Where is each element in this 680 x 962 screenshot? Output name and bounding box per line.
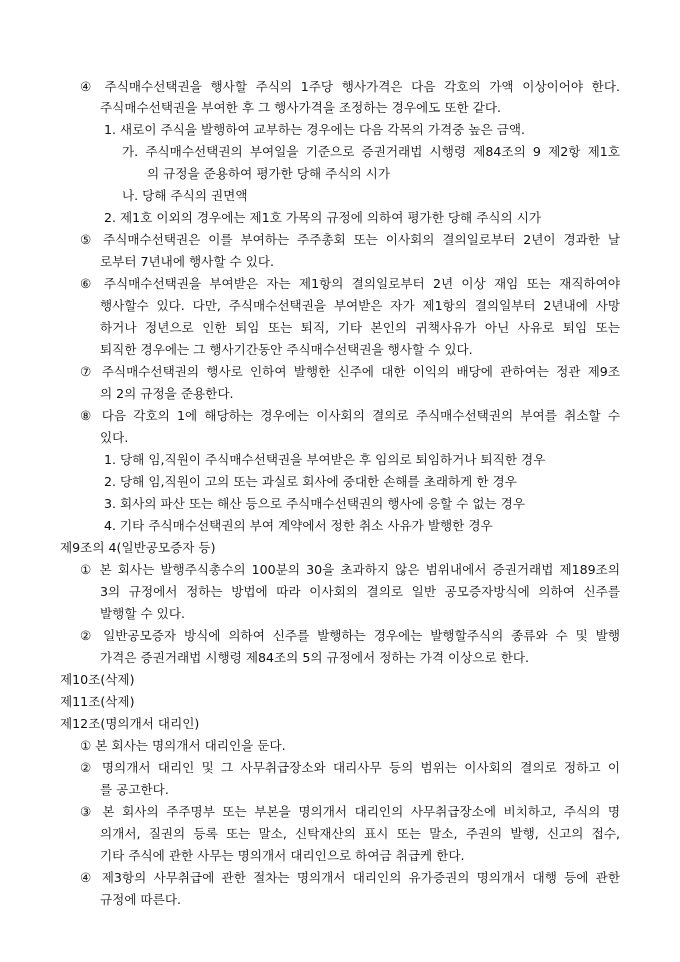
text-line: ③ 본 회사의 주주명부 또는 부본을 명의개서 대리인의 사무취급장소에 비치하고, 주식의 명 bbox=[80, 804, 620, 819]
text-line: 2. 당해 임,직원이 고의 또는 과실로 회사에 중대한 손해를 초래하게 한 경우 bbox=[104, 474, 517, 489]
text-line: 나. 당해 주식의 권면액 bbox=[122, 188, 248, 203]
section-heading: 제10조(삭제) bbox=[60, 672, 135, 687]
text-line: 2. 제1호 이외의 경우에는 제1호 가목의 규정에 의하여 평가한 당해 주식의 시가 bbox=[104, 210, 542, 225]
text-line: ⑥ 주식매수선택권을 부여받은 자는 제1항의 결의일로부터 2년 이상 재임 또는 재직하여야 bbox=[80, 276, 620, 291]
text-line: 퇴직한 경우에는 그 행사기간동안 주식매수선택권을 행사할 수 있다. bbox=[100, 342, 473, 357]
text-line: 규정에 따른다. bbox=[100, 892, 181, 907]
text-line: ② 명의개서 대리인 및 그 사무취급장소와 대리사무 등의 범위는 이사회의 결의로 정하고 이 bbox=[80, 760, 620, 775]
text-line: 로부터 7년내에 행사할 수 있다. bbox=[100, 254, 275, 269]
text-line: 4. 기타 주식매수선택권의 부여 계약에서 정한 취소 사유가 발행한 경우 bbox=[104, 518, 493, 533]
text-line: ① 본 회사는 발행주식총수의 100분의 30을 초과하지 않은 범위내에서 증권거래법 제189조의 bbox=[80, 562, 620, 577]
text-line: ④ 제3항의 사무취급에 관한 절차는 명의개서 대리인의 유가증권의 명의개서 대행 등에 관한 bbox=[80, 870, 620, 885]
text-line: 의 규정을 준용하여 평가한 당해 주식의 시가 bbox=[147, 166, 390, 181]
text-line: 3. 회사의 파산 또는 해산 등으로 주식매수선택권의 행사에 응할 수 없는 경우 bbox=[104, 496, 526, 511]
text-line: 1. 새로이 주식을 발행하여 교부하는 경우에는 다음 각목의 가격중 높은 금액. bbox=[104, 122, 526, 137]
text-line: 3의 규정에서 정하는 방법에 따라 이사회의 결의로 일반 공모증자방식에 의하여 신주를 bbox=[100, 584, 620, 599]
text-line: 가. 주식매수선택권의 부여일을 기준으로 증권거래법 시행령 제84조의 9 제2항 제1호 bbox=[122, 144, 620, 159]
text-line: 하거나 정년으로 인한 퇴임 또는 퇴직, 기타 본인의 귀책사유가 아닌 사유로 퇴임 또는 bbox=[100, 320, 620, 335]
text-line: ⑤ 주식매수선택권은 이를 부여하는 주주총회 또는 이사회의 결의일로부터 2년이 경과한 날 bbox=[80, 232, 620, 247]
text-line: 발행할 수 있다. bbox=[100, 606, 186, 621]
text-line: 의 2의 규정을 준용한다. bbox=[100, 386, 234, 401]
text-line: 있다. bbox=[100, 430, 129, 445]
section-heading: 제11조(삭제) bbox=[60, 694, 135, 709]
text-line: 의개서, 질권의 등록 또는 말소, 신탁재산의 표시 또는 말소, 주권의 발행, 신고의 접수, bbox=[100, 826, 620, 841]
section-heading: 제12조(명의개서 대리인) bbox=[60, 716, 200, 731]
text-line: 행사할수 있다. 다만, 주식매수선택권을 부여받은 자가 제1항의 결의일부터 2년내에 사망 bbox=[100, 298, 620, 313]
section-heading: 제9조의 4(일반공모증자 등) bbox=[60, 540, 216, 555]
text-line: ① 본 회사는 명의개서 대리인을 둔다. bbox=[80, 738, 286, 753]
text-line: ⑦ 주식매수선택권의 행사로 인하여 발행한 신주에 대한 이익의 배당에 관하여는 정관 제9조 bbox=[80, 364, 620, 379]
text-line: 주식매수선택권을 부여한 후 그 행사가격을 조정하는 경우에도 또한 같다. bbox=[100, 100, 501, 115]
text-line: ④ 주식매수선택권을 행사할 주식의 1주당 행사가격은 다음 각호의 가액 이상이어야 한다. bbox=[80, 79, 620, 94]
text-line: 를 공고한다. bbox=[100, 782, 169, 797]
text-line: 가격은 증권거래법 시행령 제84조의 5의 규정에서 정하는 가격 이상으로 한다. bbox=[100, 650, 530, 665]
text-line: 1. 당해 임,직원이 주식매수선택권을 부여받은 후 임의로 퇴임하거나 퇴직한 경우 bbox=[104, 452, 546, 467]
text-line: 기타 주식에 관한 사무는 명의개서 대리인으로 하여금 취급케 한다. bbox=[100, 848, 465, 863]
text-line: ⑧ 다음 각호의 1에 해당하는 경우에는 이사회의 결의로 주식매수선택권의 부여를 취소할 수 bbox=[80, 408, 620, 423]
text-line: ② 일반공모증자 방식에 의하여 신주를 발행하는 경우에는 발행할주식의 종류와 수 및 발행 bbox=[80, 628, 620, 643]
